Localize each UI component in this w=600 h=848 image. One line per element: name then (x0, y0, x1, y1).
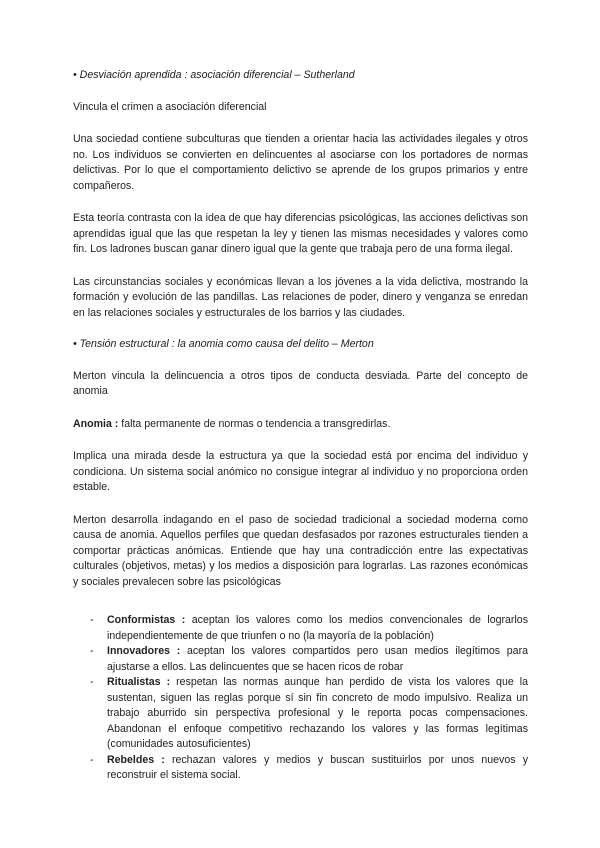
list-dash: - (90, 645, 94, 657)
section-heading-text: Tensión estructural : la anomia como causa del delito – Merton (79, 338, 374, 350)
list-item-text: rechazan valores y medios y buscan sustituirlos por unos nuevos y reconstruir el sistema social. (107, 753, 528, 781)
list-item-term: Conformistas : (107, 614, 186, 626)
list-dash: - (90, 676, 94, 688)
list-item-text: aceptan los valores compartidos pero usan medios ilegítimos para ajustarse a ellos. Las delincuentes que se hacen ricos de robar (107, 645, 528, 673)
paragraph: Implica una mirada desde la estructura ya que la sociedad está por encima del individuo y condiciona. Un sistema social anómico no consigue integrar al individuo y no proporciona orden estable. (73, 450, 528, 493)
paragraph: Una sociedad contiene subculturas que tienden a orientar hacia las actividades ilegales y otros no. Los individuos se convierten en delincuentes al asociarse con los portadores de normas delictivas. Por lo que el comportamiento delictivo se aprende de los grupos primarios y entre compañeros. (73, 133, 528, 192)
section-heading-sutherland (73, 68, 528, 84)
list-item (73, 675, 528, 753)
bullet: • (73, 338, 77, 350)
paragraph: Merton desarrolla indagando en el paso de sociedad tradicional a sociedad moderna como causa de anomia. Aquellos perfiles que quedan desfasados por razones estructurales tienden a comportar prácticas anómicas. Entiende que hay una contradicción entre las expectativas culturales (objetivos, metas) y los medios a disposición para lograrlas. Las razones económicas y sociales prevalecen sobre las psicológicas (73, 513, 528, 588)
definition-term: Anomia : (73, 417, 119, 430)
anomia-definition (73, 417, 528, 433)
list-dash: - (90, 614, 94, 626)
list-item (73, 644, 528, 675)
list-item-term: Ritualistas : (107, 676, 171, 688)
paragraph: Vincula el crimen a asociación diferencial (73, 100, 267, 113)
deviance-types-list (73, 613, 528, 784)
definition-text: falta permanente de normas o tendencia a transgredirlas. (118, 417, 391, 430)
paragraph: Merton vincula la delincuencia a otros tipos de conducta desviada. Parte del concepto de anomia (73, 369, 528, 397)
list-item-text: aceptan los valores como los medios convencionales de lograrlos independientemente de que triunfen o no (la mayoría de la población) (107, 614, 528, 642)
list-item-text: respetan las normas aunque han perdido de vista los valores que la sustentan, siguen las reglas porque sí sin fin concreto de modo impulsivo. Realiza un trabajo aburrido sin perspectiva profesional y le reporta pocas compensaciones. Abandonan el enfoque competitivo rechazando los valores y las formas legítimas (comunidades autosuficientes) (107, 676, 528, 750)
document-page (73, 68, 528, 784)
list-item (73, 753, 528, 784)
section-heading-merton (73, 337, 528, 353)
bullet: • (73, 69, 77, 81)
section-heading-text: Desviación aprendida : asociación diferencial – Sutherland (79, 69, 355, 81)
list-dash: - (90, 753, 94, 766)
list-item (73, 613, 528, 644)
list-item-term: Innovadores : (107, 645, 181, 657)
paragraph: Las circunstancias sociales y económicas llevan a los jóvenes a la vida delictiva, mostrando la formación y evolución de las pandillas. Las relaciones de poder, dinero y venganza se enredan en las relaciones sociales y estructurales de los barrios y las ciudades. (73, 275, 528, 319)
paragraph: Esta teoría contrasta con la idea de que hay diferencias psicológicas, las acciones delictivas son aprendidas igual que las que respetan la ley y tienen las mismas necesidades y valores como fin. Los ladrones buscan ganar dinero igual que la gente que trabaja pero de una forma ilegal. (73, 212, 528, 255)
list-item-term: Rebeldes : (107, 753, 165, 766)
